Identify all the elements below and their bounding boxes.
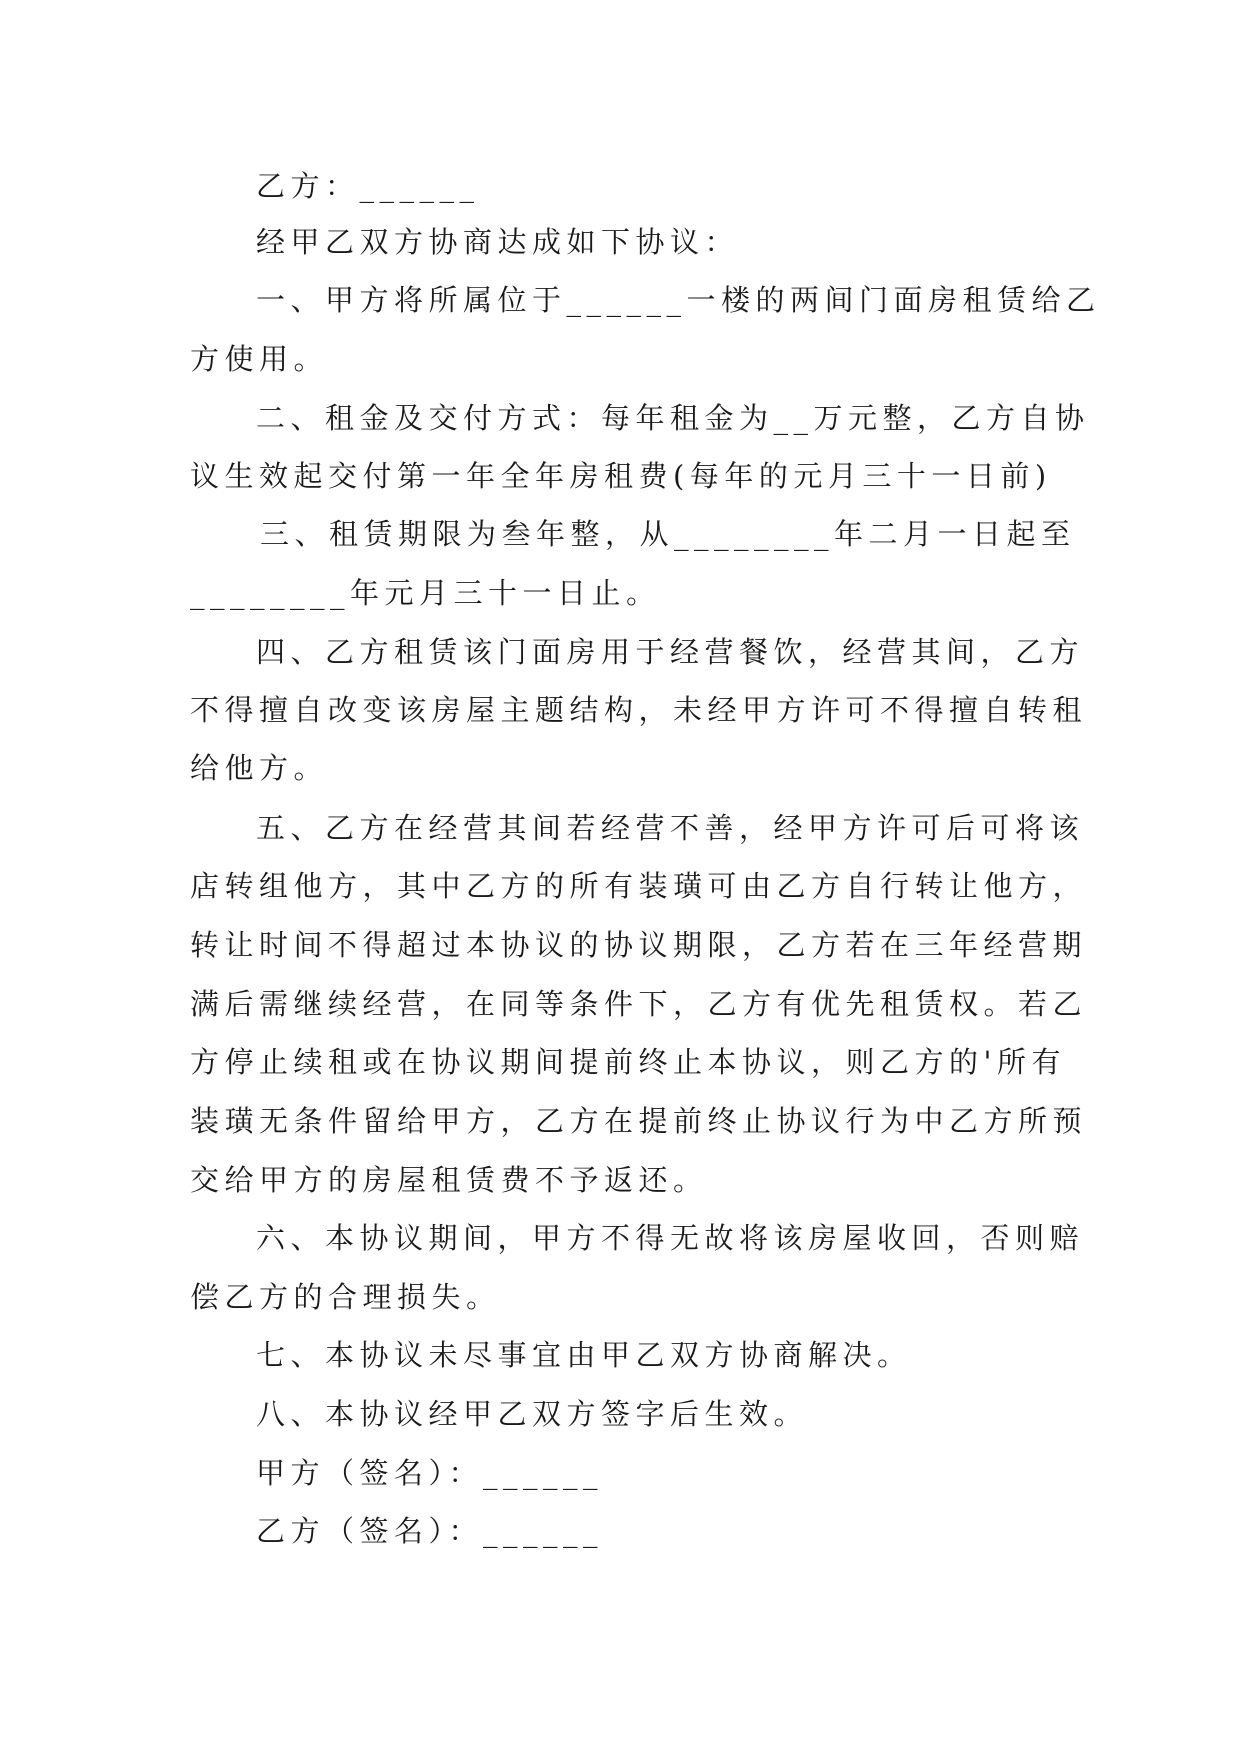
party-b-line: 乙方：______ [256,169,480,203]
clause-5-line-4: 满后需继续经营，在同等条件下，乙方有优先租赁权。若乙 [190,987,1088,1021]
clause-2-line-1: 二、租金及交付方式：每年租金为__万元整，乙方自协 [256,401,1090,435]
clause-3-line-2: ________年元月三十一日止。 [190,576,661,610]
agreement-intro: 经甲乙双方协商达成如下协议： [256,225,740,259]
clause-4-line-2: 不得擅自改变该房屋主题结构，未经甲方许可不得擅自转租 [190,693,1088,727]
clause-5-line-5: 方停止续租或在协议期间提前终止本协议，则乙方的'所有 [190,1045,1066,1079]
clause-4-line-3: 给他方。 [190,751,329,785]
clause-5-line-3: 转让时间不得超过本协议的协议期限，乙方若在三年经营期 [190,928,1088,962]
clause-6-line-1: 六、本协议期间，甲方不得无故将该房屋收回，否则赔 [256,1221,1085,1255]
clause-4-line-1: 四、乙方租赁该门面房用于经营餐饮，经营其间，乙方 [256,635,1085,669]
clause-5-line-2: 店转组他方，其中乙方的所有装璜可由乙方自行转让他方， [190,869,1088,903]
party-a-signature: 甲方（签名）：______ [256,1456,604,1490]
clause-8: 八、本协议经甲乙双方签字后生效。 [256,1397,809,1431]
clause-5-line-6: 装璜无条件留给甲方，乙方在提前终止协议行为中乙方所预 [190,1104,1088,1138]
clause-5-line-7: 交给甲方的房屋租赁费不予返还。 [190,1163,708,1197]
clause-3-line-1: 三、租赁期限为叁年整，从________年二月一日起至 [260,517,1076,551]
clause-7: 七、本协议未尽事宜由甲乙双方协商解决。 [256,1338,912,1372]
clause-6-line-2: 偿乙方的合理损失。 [190,1280,501,1314]
clause-1-line-2: 方使用。 [190,342,329,376]
clause-5-line-1: 五、乙方在经营其间若经营不善，经甲方许可后可将该 [256,811,1085,845]
clause-1-line-1: 一、甲方将所属位于______一楼的两间门面房租赁给乙 [256,283,1101,317]
clause-2-line-2: 议生效起交付第一年全年房租费(每年的元月三十一日前) [190,459,1052,493]
party-b-signature: 乙方（签名）：______ [256,1514,604,1548]
